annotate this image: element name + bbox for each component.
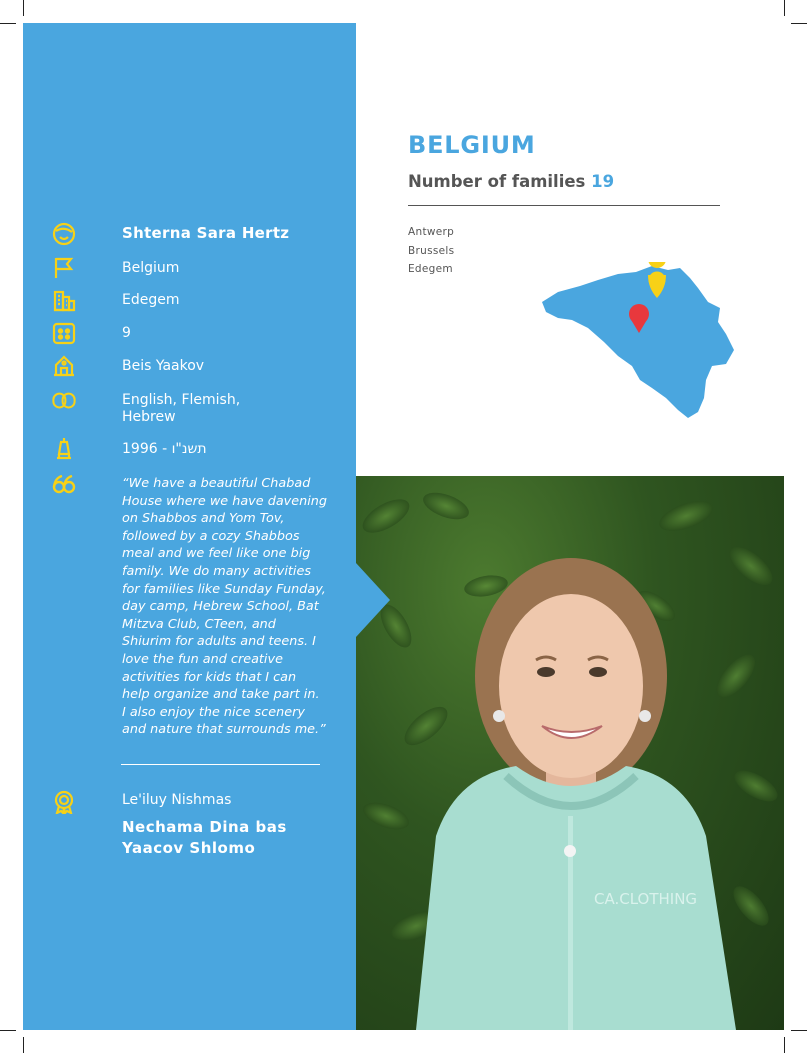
memorial-name: Nechama Dina bas Yaacov Shlomo [122,818,287,857]
crop-mark [0,1030,16,1031]
crop-mark [791,1030,807,1031]
crop-mark [791,23,807,24]
belgium-map [540,262,735,422]
quote-icon [52,473,76,497]
school-icon [52,353,76,377]
profile-languages: English, Flemish, Hebrew [122,392,241,425]
city-item: Edegem [408,263,453,275]
profile-age: 9 [122,325,131,341]
buildings-icon [52,288,76,312]
face-icon [52,222,76,246]
country-title: BELGIUM [408,131,536,159]
speech-bubbles-icon [52,389,76,413]
profile-school: Beis Yaakov [122,358,205,374]
divider [121,764,320,765]
families-count-line [408,172,614,191]
city-list [408,223,454,279]
profile-country: Belgium [122,260,180,276]
age-row [52,321,76,345]
face [499,594,643,778]
crop-mark [23,0,24,16]
quote-row [52,473,76,497]
country-row [52,256,76,280]
panel-pointer [356,563,390,637]
families-number: 19 [591,172,615,191]
portrait-photo [356,476,784,1030]
profile-name: Shterna Sara Hertz [122,224,290,242]
header-rule [408,205,720,206]
name-row [52,222,76,246]
profile-city: Edegem [122,292,180,308]
profile-quote: “We have a beautiful Chabad House where we have davening on Shabbos and Yom Tov, followed by a cozy Shabbos meal and we feel like one big family. We do many activities for families like Sunday Funday, day camp, Hebrew School, Bat Mitzva Club, CTeen, and Shiurim for adults and teens. I love the fun and creative activities for kids that I can help organize and take part in. I also enjoy the nice scenery and nature that surrounds me.” [122,476,328,738]
crop-mark [0,23,16,24]
languages-row [52,389,76,413]
flag-icon [52,256,76,280]
crop-mark [23,1037,24,1053]
city-item: Antwerp [408,226,455,238]
city-row [52,288,76,312]
belgium-shape [542,266,734,418]
crop-mark [784,1037,785,1053]
memorial-label: Le'iluy Nishmas [122,792,232,808]
crop-mark [784,0,785,16]
families-label: Number of families [408,172,586,191]
bell-icon [52,436,76,460]
city-item: Brussels [408,244,455,257]
shirt-text: CA.CLOTHING [594,890,698,908]
calendar-icon [52,321,76,345]
memorial-row [52,790,76,814]
profile-year: 1996 - תשנ"ו [122,441,207,457]
year-row [52,436,76,460]
school-row [52,353,76,377]
award-icon [52,790,76,814]
